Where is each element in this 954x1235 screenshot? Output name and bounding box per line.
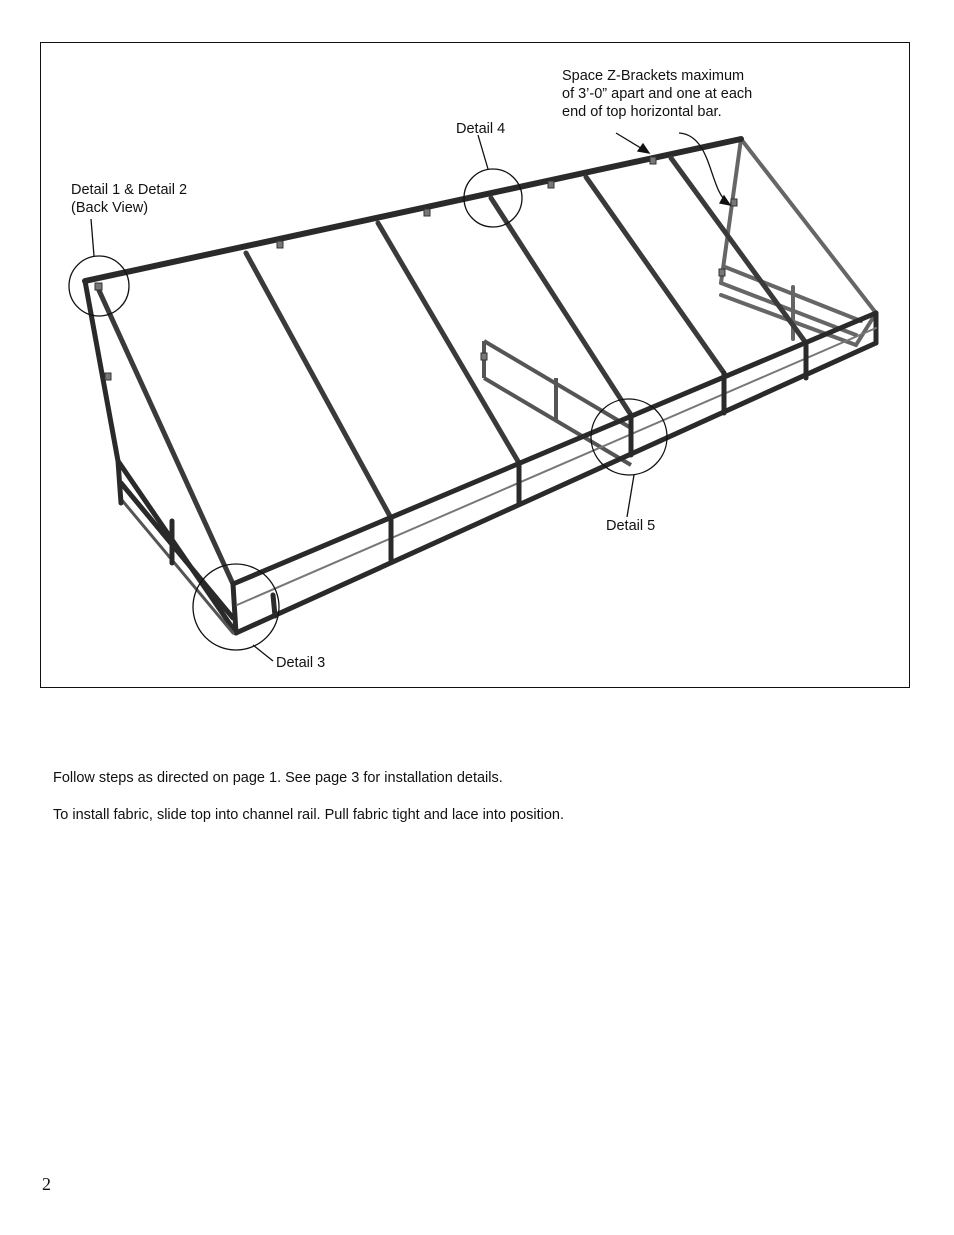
detail-3-label: Detail 3 xyxy=(276,655,326,671)
z-brackets-note-line1: Space Z-Brackets maximum xyxy=(562,68,745,84)
detail-1-2-label xyxy=(71,181,187,217)
detail-4-label: Detail 4 xyxy=(456,121,506,137)
awning-frame-drawing xyxy=(41,43,910,688)
z-brackets-note xyxy=(562,67,752,121)
right-end-frame xyxy=(721,139,876,345)
rafters xyxy=(97,158,806,584)
front-valance-frame xyxy=(233,313,876,633)
detail-1-2-label-line1: Detail 1 & Detail 2 xyxy=(71,182,188,198)
z-brackets xyxy=(95,157,737,380)
left-end-frame xyxy=(85,281,236,633)
page-number: 2 xyxy=(42,1174,51,1194)
detail-1-2-label-line2: (Back View) xyxy=(71,200,149,216)
detail-5-label: Detail 5 xyxy=(606,518,656,534)
awning-frame-figure xyxy=(40,42,910,688)
instruction-paragraph-1: Follow steps as directed on page 1. See page 3 for installation details. xyxy=(53,770,503,786)
z-brackets-note-line2: of 3’-0” apart and one at each xyxy=(562,86,753,102)
z-brackets-note-line3: end of top horizontal bar. xyxy=(562,104,722,120)
instruction-paragraph-2: To install fabric, slide top into channel rail. Pull fabric tight and lace into position. xyxy=(53,807,565,823)
